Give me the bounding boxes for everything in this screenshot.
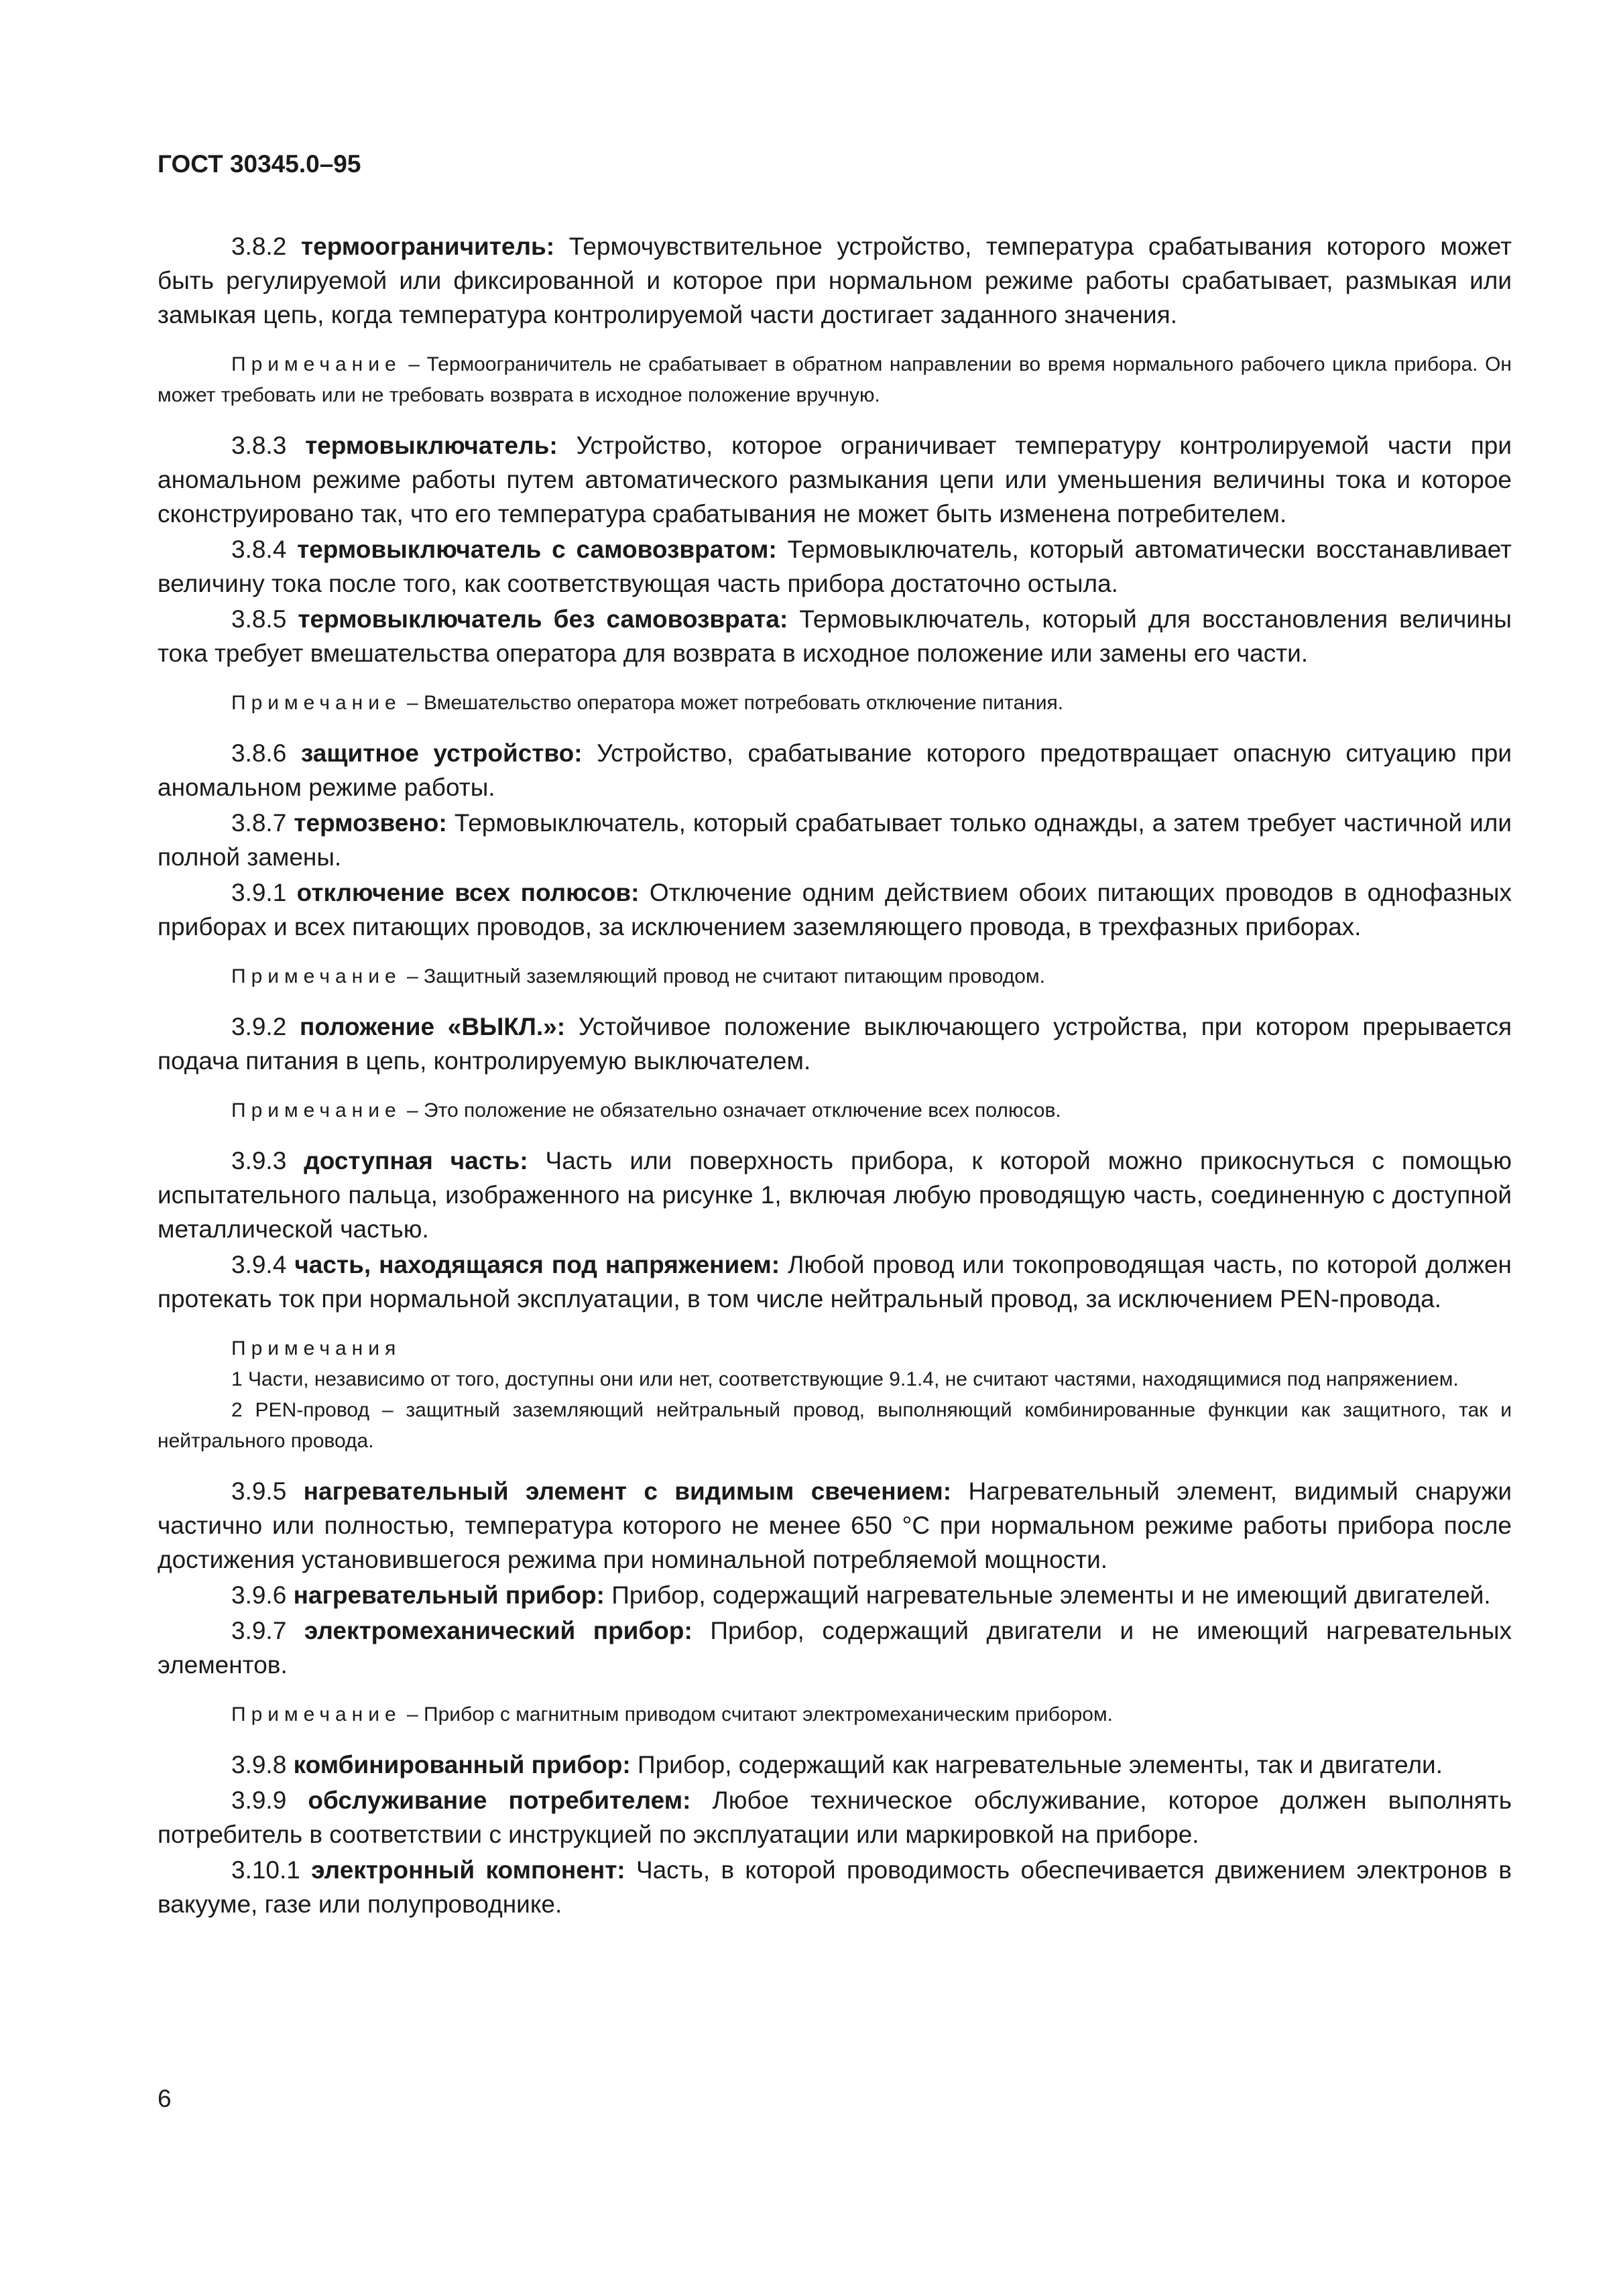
defined-term: электронный компонент: (311, 1856, 625, 1884)
definition-text: Часть или поверхность прибора, к которой можно прикоснуться с помощью испытательного пальца, изображенного на рисунке 1, включая любую проводящую часть, соединенную с доступной металлической частью. (158, 1147, 1512, 1243)
note-item: 1 Части, независимо от того, доступны они или нет, соответствующие 9.1.4, не считают частями, находящимися под напряжением. (231, 1368, 1459, 1390)
definition-text: Термовыключатель, который срабатывает только однажды, а затем требует частичной или полной замены. (158, 809, 1512, 871)
definition-text: Любой провод или токопроводящая часть, по которой должен протекать ток при нормальной эксплуатации, в том числе нейтральный провод, за исключением PEN-провода. (158, 1251, 1512, 1313)
defined-term: термовыключатель: (305, 432, 558, 459)
definition-text: Термовыключатель, который автоматически восстанавливает величину тока после того, как соответствующая часть прибора достаточно остыла. (158, 536, 1512, 597)
clause-number: 3.8.7 (231, 809, 287, 837)
note-text: – Прибор с магнитным приводом считают электромеханическим прибором. (407, 1703, 1113, 1726)
definition-text: Устройство, которое ограничивает температуру контролируемой части при аномальном режиме работы путем автоматического размыкания цепи или уменьшения величины тока и которое сконструировано так, что его температура срабатывания не может быть изменена потребителем. (158, 432, 1512, 528)
clause-number: 3.9.5 (231, 1477, 287, 1505)
note-paragraph (158, 349, 1512, 411)
clause-number: 3.9.1 (231, 879, 287, 906)
definition-text: Любое техническое обслуживание, которое должен выполнять потребитель в соответствии с инструкцией по эксплуатации или маркировкой на приборе. (158, 1787, 1512, 1848)
defined-term: часть, находящаяся под напряжением: (294, 1251, 780, 1278)
clause-number: 3.8.5 (231, 605, 287, 633)
definition-text: Прибор, содержащий двигатели и не имеющий нагревательных элементов. (158, 1617, 1512, 1679)
note-text: – Термоограничитель не срабатывает в обратном направлении во время нормального рабочего цикла прибора. Он может требовать или не требовать возврата в исходное положение вручную. (158, 353, 1512, 406)
definition-paragraph (158, 1578, 1512, 1612)
note-paragraph (158, 961, 1512, 992)
defined-term: термоограничитель: (301, 233, 555, 260)
notes-label: Примечания (231, 1337, 402, 1360)
defined-term: нагревательный элемент с видимым свечением: (303, 1477, 952, 1505)
definition-paragraph (158, 1748, 1512, 1782)
clause-number: 3.8.6 (231, 739, 287, 767)
clause-number: 3.8.4 (231, 536, 287, 563)
defined-term: термовыключатель с самовозвратом: (297, 536, 777, 563)
defined-term: обслуживание потребителем: (308, 1787, 691, 1814)
clause-number: 3.9.7 (231, 1617, 287, 1644)
definition-paragraph (158, 736, 1512, 804)
clause-number: 3.9.9 (231, 1787, 287, 1814)
document-header: ГОСТ 30345.0–95 (158, 150, 361, 178)
definition-paragraph (158, 532, 1512, 601)
clause-number: 3.9.6 (231, 1581, 287, 1609)
notes-block (158, 1333, 1512, 1457)
clause-number: 3.9.2 (231, 1013, 287, 1040)
note-text: – Это положение не обязательно означает отключение всех полюсов. (407, 1099, 1061, 1122)
note-label: Примечание (231, 353, 402, 375)
defined-term: комбинированный прибор: (293, 1751, 631, 1778)
definition-text: Устройство, срабатывание которого предотвращает опасную ситуацию при аномальном режиме работы. (158, 739, 1512, 801)
clause-number: 3.10.1 (231, 1856, 300, 1884)
definition-paragraph (158, 875, 1512, 944)
defined-term: термовыключатель без самовозврата: (298, 605, 788, 633)
note-paragraph (158, 1699, 1512, 1730)
definition-text: Часть, в которой проводимость обеспечивается движением электронов в вакууме, газе или полупроводнике. (158, 1856, 1512, 1918)
definition-paragraph (158, 428, 1512, 531)
defined-term: положение «ВЫКЛ.»: (299, 1013, 566, 1040)
definition-paragraph (158, 1010, 1512, 1078)
defined-term: термозвено: (294, 809, 447, 837)
clause-number: 3.9.4 (231, 1251, 287, 1278)
definition-text: Отключение одним действием обоих питающих проводов в однофазных приборах и всех питающих проводов, за исключением заземляющего провода, в трехфазных приборах. (158, 879, 1512, 941)
note-item: 2 PEN-провод – защитный заземляющий нейтральный провод, выполняющий комбинированные функции как защитного, так и нейтрального провода. (158, 1399, 1512, 1452)
note-paragraph (158, 688, 1512, 719)
note-label: Примечание (231, 1703, 402, 1726)
definition-text: Термовыключатель, который для восстановления величины тока требует вмешательства оператора для возврата в исходное положение или замены его части. (158, 605, 1512, 667)
definition-paragraph (158, 1248, 1512, 1316)
definition-text: Нагревательный элемент, видимый снаружи частично или полностью, температура которого не менее 650 °С при нормальном режиме работы прибора после достижения установившегося режима при номинальной потребляемой мощности. (158, 1477, 1512, 1573)
clause-number: 3.8.2 (231, 233, 287, 260)
definition-paragraph (158, 602, 1512, 670)
note-label: Примечание (231, 965, 402, 987)
definition-paragraph (158, 1144, 1512, 1246)
definition-text: Прибор, содержащий как нагревательные элементы, так и двигатели. (638, 1751, 1443, 1778)
defined-term: доступная часть: (304, 1147, 528, 1174)
definition-text: Устойчивое положение выключающего устройства, при котором прерывается подача питания в цепь, контролируемую выключателем. (158, 1013, 1512, 1075)
note-text: – Вмешательство оператора может потребовать отключение питания. (407, 692, 1064, 714)
note-text: – Защитный заземляющий провод не считают питающим проводом. (407, 965, 1045, 987)
note-paragraph (158, 1095, 1512, 1126)
page-number: 6 (158, 2085, 172, 2112)
clause-number: 3.9.8 (231, 1751, 287, 1778)
definition-paragraph (158, 1783, 1512, 1852)
defined-term: нагревательный прибор: (293, 1581, 605, 1609)
definition-paragraph (158, 1474, 1512, 1577)
definition-text: Прибор, содержащий нагревательные элементы и не имеющий двигателей. (611, 1581, 1491, 1609)
document-body (158, 229, 1512, 1923)
defined-term: защитное устройство: (300, 739, 583, 767)
definition-paragraph (158, 229, 1512, 332)
clause-number: 3.9.3 (231, 1147, 287, 1174)
definition-text: Термочувствительное устройство, температура срабатывания которого может быть регулируемой или фиксированной и которое при нормальном режиме работы срабатывает, размыкая или замыкая цепь, когда температура контролируемой части достигает заданного значения. (158, 233, 1512, 328)
definition-paragraph (158, 1853, 1512, 1921)
defined-term: электромеханический прибор: (304, 1617, 693, 1644)
definition-paragraph (158, 1614, 1512, 1682)
note-label: Примечание (231, 1099, 402, 1122)
note-label: Примечание (231, 692, 402, 714)
definition-paragraph (158, 806, 1512, 874)
defined-term: отключение всех полюсов: (296, 879, 640, 906)
clause-number: 3.8.3 (231, 432, 287, 459)
